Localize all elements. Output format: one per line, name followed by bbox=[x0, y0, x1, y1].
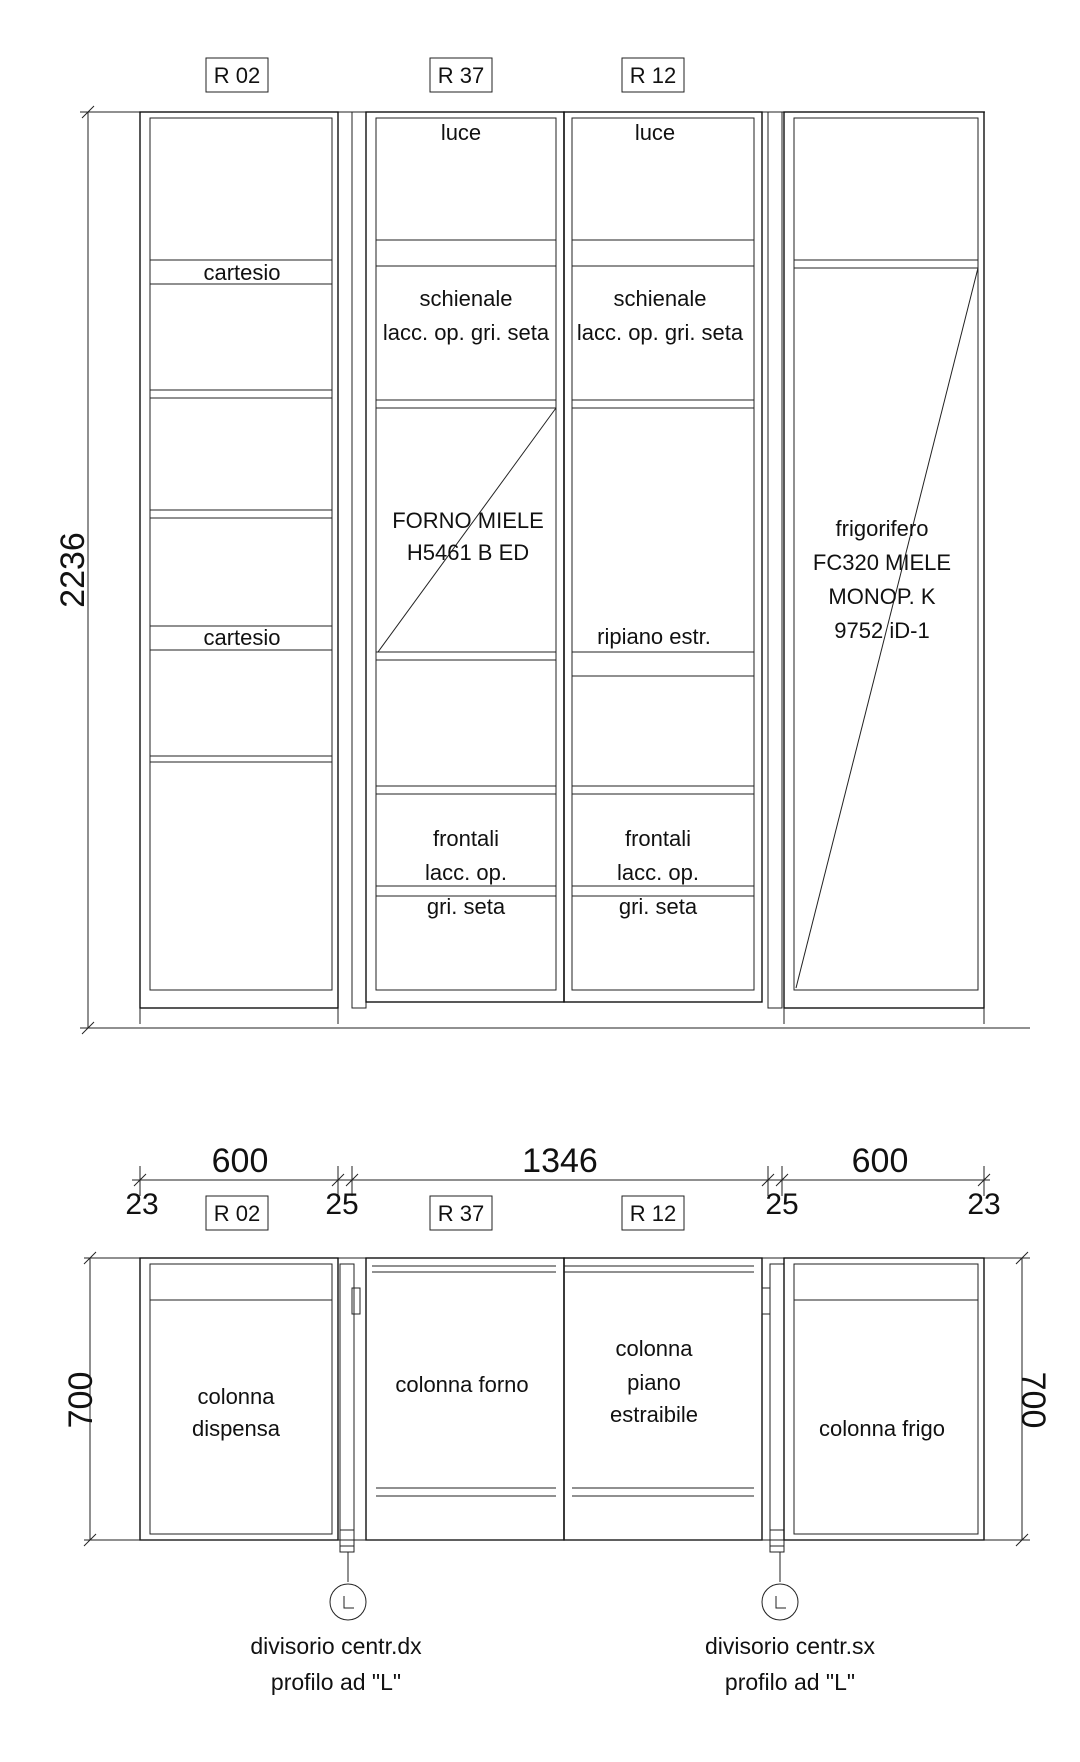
label-fronts-col3-l2: lacc. op. bbox=[617, 860, 699, 885]
svg-text:700: 700 bbox=[1014, 1371, 1052, 1429]
label-schienale-col2-l1: schienale bbox=[419, 286, 513, 311]
l-profile-icon-left bbox=[330, 1584, 366, 1620]
label-schienale-col3-l2: lacc. op. gri. seta bbox=[576, 320, 744, 345]
callout-left-l2: profilo ad "L" bbox=[270, 1669, 402, 1695]
label-schienale-col3-l1: schienale bbox=[613, 286, 707, 311]
label-fronts-col2-l3: gri. seta bbox=[426, 894, 506, 919]
plan-column-pullout bbox=[564, 1258, 762, 1540]
label-fronts-col2-l2: lacc. op. bbox=[425, 860, 507, 885]
code-box-r12-plan bbox=[622, 1196, 684, 1230]
label-luce-col3: luce bbox=[634, 120, 676, 145]
callout-left-l1: divisorio centr.dx bbox=[250, 1633, 422, 1659]
callout-right-l1: divisorio centr.sx bbox=[704, 1633, 876, 1659]
label-colonna-piano-l2: piano bbox=[627, 1370, 681, 1395]
elevation-view bbox=[54, 58, 1030, 1034]
svg-text:R 02: R 02 bbox=[213, 63, 261, 88]
depth-dimension-left bbox=[62, 1252, 140, 1546]
svg-text:700: 700 bbox=[62, 1371, 100, 1429]
elevation-column-3 bbox=[564, 112, 782, 1008]
plan-column-fridge bbox=[784, 1258, 984, 1540]
dim-23-right: 23 bbox=[967, 1188, 1001, 1221]
svg-text:R 02: R 02 bbox=[213, 1201, 261, 1226]
label-fronts-col3-l3: gri. seta bbox=[618, 894, 698, 919]
l-profile-icon-right bbox=[762, 1584, 798, 1620]
dim-600-left: 600 bbox=[211, 1142, 269, 1180]
label-colonna-forno: colonna forno bbox=[395, 1372, 529, 1397]
label-colonna-frigo: colonna frigo bbox=[819, 1416, 945, 1441]
svg-text:R 12: R 12 bbox=[629, 63, 677, 88]
svg-text:R 12: R 12 bbox=[629, 1201, 677, 1226]
label-fridge-l4: 9752 iD-1 bbox=[834, 618, 930, 643]
label-oven-l2: H5461 B ED bbox=[406, 540, 530, 565]
dim-23-left: 23 bbox=[125, 1188, 159, 1221]
elevation-column-1 bbox=[140, 112, 338, 1024]
label-fronts-col3-l1: frontali bbox=[624, 826, 692, 851]
plan-divider-left bbox=[340, 1264, 360, 1552]
dim-600-right: 600 bbox=[851, 1142, 909, 1180]
label-colonna-dispensa-l2: dispensa bbox=[191, 1416, 281, 1441]
callout-right bbox=[705, 1552, 876, 1695]
svg-text:2236: 2236 bbox=[54, 532, 92, 608]
label-fridge-l3: MONOP. K bbox=[828, 584, 936, 609]
dim-25-right: 25 bbox=[765, 1188, 799, 1221]
code-box-r37-plan bbox=[430, 1196, 492, 1230]
label-colonna-dispensa-l1: colonna bbox=[197, 1384, 275, 1409]
depth-dimension-right bbox=[984, 1252, 1052, 1546]
label-fronts-col2-l1: frontali bbox=[432, 826, 500, 851]
plan-divider-right bbox=[762, 1264, 784, 1552]
plan-column-oven bbox=[366, 1258, 564, 1540]
label-fridge-l2: FC320 MIELE bbox=[812, 550, 952, 575]
svg-text:R 37: R 37 bbox=[437, 63, 485, 88]
elevation-column-2 bbox=[352, 112, 564, 1008]
label-luce-col2: luce bbox=[440, 120, 482, 145]
code-box-r02-plan bbox=[206, 1196, 268, 1230]
label-oven-l1: FORNO MIELE bbox=[392, 508, 544, 533]
label-fridge-l1: frigorifero bbox=[835, 516, 929, 541]
label-cartesio-mid: cartesio bbox=[203, 625, 281, 650]
label-cartesio-top: cartesio bbox=[203, 260, 281, 285]
dim-25-left: 25 bbox=[325, 1188, 359, 1221]
code-box-r02-top bbox=[206, 58, 268, 92]
label-colonna-piano-l1: colonna bbox=[615, 1336, 693, 1361]
elevation-column-4 bbox=[784, 112, 984, 1024]
dim-1346: 1346 bbox=[522, 1142, 598, 1180]
label-schienale-col2-l2: lacc. op. gri. seta bbox=[382, 320, 550, 345]
label-ripiano-estr: ripiano estr. bbox=[597, 624, 711, 649]
svg-text:R 37: R 37 bbox=[437, 1201, 485, 1226]
label-colonna-piano-l3: estraibile bbox=[609, 1402, 699, 1427]
callout-left bbox=[250, 1552, 422, 1695]
callout-right-l2: profilo ad "L" bbox=[724, 1669, 856, 1695]
plan-column-pantry bbox=[140, 1258, 338, 1540]
code-box-r37-top bbox=[430, 58, 492, 92]
code-box-r12-top bbox=[622, 58, 684, 92]
plan-view bbox=[62, 1142, 1052, 1695]
